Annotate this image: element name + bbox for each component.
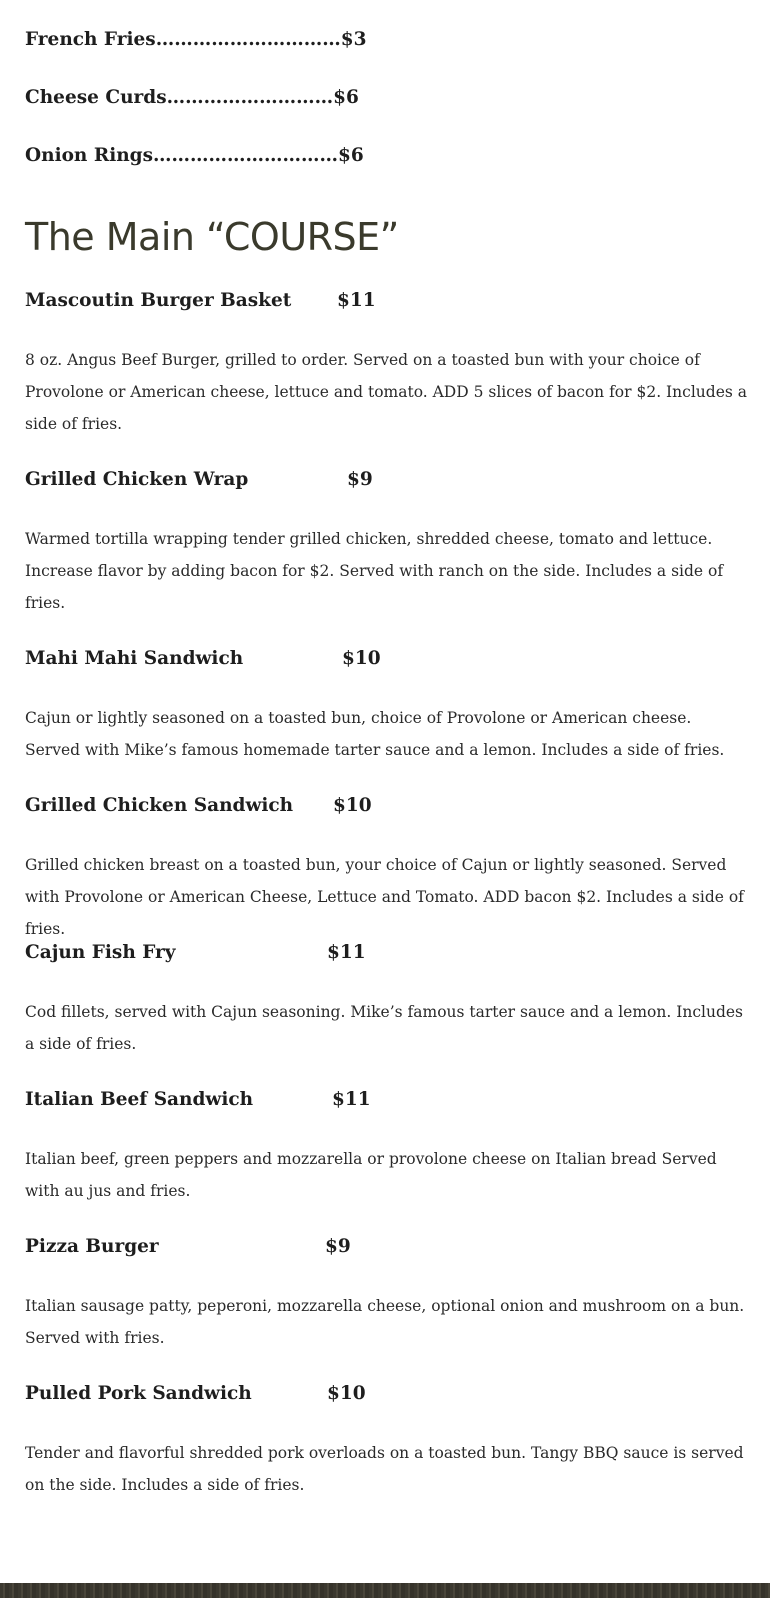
side-item-cheese-curds: Cheese Curds………………………$6 [25, 87, 359, 108]
menu-item-price: $11 [332, 1089, 371, 1110]
menu-item-description: Tender and flavorful shredded pork overloads on a toasted bun. Tangy BBQ sauce is served on the side. Includes a side of fries. [25, 1444, 744, 1494]
menu-item-description: Cajun or lightly seasoned on a toasted bun, choice of Provolone or American cheese. Served with Mike’s famous homemade tarter sauce and a lemon. Includes a side of fries. [25, 709, 725, 759]
menu-item-name: Pizza Burger [25, 1236, 159, 1257]
menu-item-price: $10 [333, 795, 372, 816]
menu-item-price: $10 [327, 1383, 366, 1404]
menu-item-price: $9 [325, 1236, 351, 1257]
menu-item-name: Italian Beef Sandwich [25, 1089, 254, 1110]
menu-item-description: Italian beef, green peppers and mozzarella or provolone cheese on Italian bread Served with au jus and fries. [25, 1150, 717, 1200]
side-item-french-fries: French Fries…………………………$3 [25, 29, 367, 50]
menu-item-price: $11 [327, 942, 366, 963]
menu-item-name: Mascoutin Burger Basket [25, 290, 292, 311]
menu-item-name: Grilled Chicken Wrap [25, 469, 249, 490]
menu-item-price: $9 [347, 469, 373, 490]
menu-item-description: Italian sausage patty, peperoni, mozzarella cheese, optional onion and mushroom on a bun. Served with fries. [25, 1297, 745, 1347]
section-title: The Main “COURSE” [25, 215, 399, 259]
menu-item-name: Grilled Chicken Sandwich [25, 795, 294, 816]
menu-item-description: Grilled chicken breast on a toasted bun, your choice of Cajun or lightly seasoned. Served with Provolone or American Cheese, Lettuce and Tomato. ADD bacon $2. Includes a side of fries. [25, 856, 744, 938]
menu-item-name: Cajun Fish Fry [25, 942, 176, 963]
menu-item-description: Cod fillets, served with Cajun seasoning. Mike’s famous tarter sauce and a lemon. Includes a side of fries. [25, 1003, 743, 1053]
menu-item-price: $11 [337, 290, 376, 311]
menu-item-name: Mahi Mahi Sandwich [25, 648, 244, 669]
menu-item-name: Pulled Pork Sandwich [25, 1383, 252, 1404]
menu-item-description: Warmed tortilla wrapping tender grilled chicken, shredded cheese, tomato and lettuce. Increase flavor by adding bacon for $2. Served with ranch on the side. Includes a side of fries. [25, 530, 724, 612]
side-item-onion-rings: Onion Rings…………………………$6 [25, 145, 364, 166]
menu-item-price: $10 [342, 648, 381, 669]
footer-texture-bar [0, 1583, 770, 1598]
menu-item-description: 8 oz. Angus Beef Burger, grilled to order. Served on a toasted bun with your choice of Provolone or American cheese, lettuce and tomato. ADD 5 slices of bacon for $2. Includes a side of fries. [25, 351, 747, 433]
